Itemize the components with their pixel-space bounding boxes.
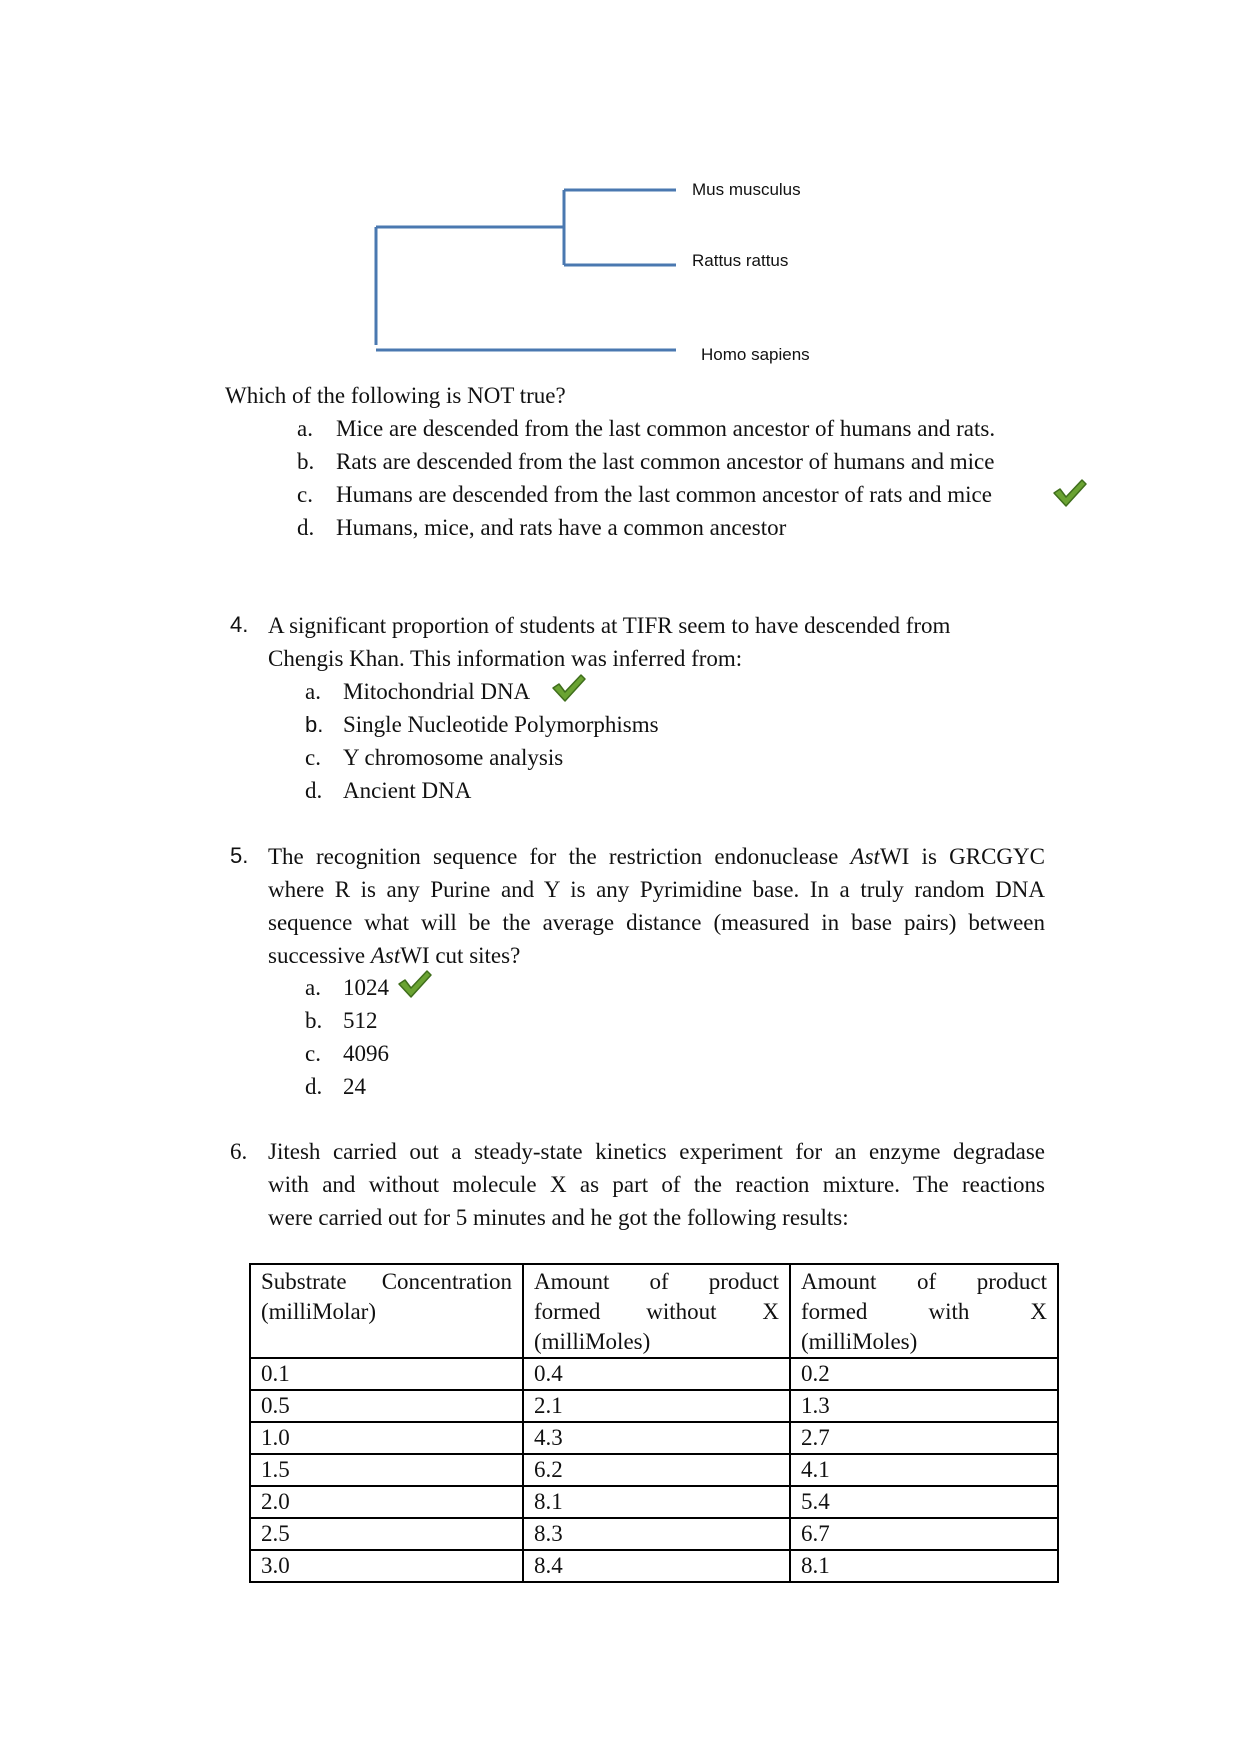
cell-without-x: 2.1 [523,1390,790,1422]
cell-without-x: 4.3 [523,1422,790,1454]
q4-line-1: A significant proportion of students at TIFR seem to have descended from [268,613,951,638]
cell-substrate: 0.5 [250,1390,523,1422]
option-text: Y chromosome analysis [343,745,564,770]
q5-line-3 [268,906,1045,939]
cell-without-x: 8.1 [523,1486,790,1518]
option-text: 24 [343,1074,366,1099]
tree-label-homo: Homo sapiens [701,345,810,364]
option-letter: c. [297,482,313,507]
phylogenetic-tree [360,175,680,360]
option-text: Humans, mice, and rats have a common ancestor [336,515,787,540]
cell-with-x: 5.4 [790,1486,1058,1518]
cell-with-x: 1.3 [790,1390,1058,1422]
kinetics-table [249,1263,1059,1583]
table-row [250,1454,1058,1486]
q5-number: 5. [230,843,249,868]
table-row [250,1550,1058,1582]
option-letter: d. [297,515,315,540]
q5-option-c [305,1037,389,1070]
option-letter: b. [305,712,324,737]
cell-with-x: 0.2 [790,1358,1058,1390]
option-letter: a. [305,975,321,1000]
q5-option-b [305,1004,378,1037]
option-text: Mice are descended from the last common ancestor of humans and rats. [336,416,996,441]
table-row [250,1390,1058,1422]
option-text: Rats are descended from the last common ancestor of humans and mice [336,449,995,474]
q6-text: Jitesh carried out a steady-state kinetics experiment for an enzyme degradase [268,1139,1045,1164]
q4-option-c [305,741,563,774]
enzyme-name-suffix: WI [879,844,910,869]
q5-text: cut sites? [429,943,521,968]
q5-text: successive [268,943,371,968]
enzyme-name-suffix: WI [400,943,430,968]
q5-text: sequence what will be the average distance (measured in base pairs) between [268,910,1045,935]
option-text: Single Nucleotide Polymorphisms [343,712,659,737]
q5-text: where R is any Purine and Y is any Pyrimidine base. In a truly random DNA [268,877,1045,902]
table-row [250,1422,1058,1454]
q6-line-3: were carried out for 5 minutes and he got the following results: [268,1205,849,1230]
checkmark-icon [551,673,587,703]
table-row [250,1518,1058,1550]
option-text: 1024 [343,975,389,1000]
option-letter: a. [297,416,313,441]
header-line: (milliMoles) [801,1329,918,1354]
table-row [250,1486,1058,1518]
q4-option-d [305,774,471,807]
option-text: 512 [343,1008,378,1033]
cell-substrate: 2.0 [250,1486,523,1518]
enzyme-name-italic: Ast [850,844,880,869]
cell-substrate: 3.0 [250,1550,523,1582]
tree-label-rattus: Rattus rattus [692,251,789,270]
q4-line-2: Chengis Khan. This information was inferred from: [268,646,743,671]
header-substrate [250,1264,523,1358]
tree-label-mus: Mus musculus [692,180,801,199]
cell-substrate: 2.5 [250,1518,523,1550]
header-line: Amount of product [534,1269,779,1294]
option-letter: c. [305,1041,321,1066]
header-without-x [523,1264,790,1358]
cell-with-x: 4.1 [790,1454,1058,1486]
q6-number: 6. [230,1139,248,1164]
q3-option-d [297,511,786,544]
option-text: Humans are descended from the last common ancestor of rats and mice [336,482,992,507]
cell-substrate: 1.5 [250,1454,523,1486]
header-line: formed with X [801,1299,1047,1324]
option-letter: d. [305,778,323,803]
option-text: Ancient DNA [343,778,472,803]
q4-number: 4. [230,612,249,637]
cell-with-x: 2.7 [790,1422,1058,1454]
header-line: Amount of product [801,1269,1047,1294]
q5-line-1 [268,840,1045,873]
q4-option-a [305,675,530,708]
q5-option-a [305,971,389,1004]
header-line: Substrate Concentration [261,1269,512,1294]
q5-text: The recognition sequence for the restriction endonuclease [268,844,851,869]
enzyme-name-italic: Ast [370,943,401,968]
table-header-row [250,1264,1058,1358]
q3-option-a [297,412,995,445]
q3-prompt: Which of the following is NOT true? [225,383,566,408]
option-letter: d. [305,1074,323,1099]
checkmark-icon [397,969,433,999]
cell-substrate: 0.1 [250,1358,523,1390]
header-with-x [790,1264,1058,1358]
cell-without-x: 8.4 [523,1550,790,1582]
option-text: Mitochondrial DNA [343,679,531,704]
header-line: (milliMolar) [261,1299,376,1324]
option-letter: a. [305,679,321,704]
q5-option-d [305,1070,366,1103]
cell-without-x: 0.4 [523,1358,790,1390]
option-text: 4096 [343,1041,389,1066]
header-line: formed without X [534,1299,779,1324]
option-letter: b. [297,449,315,474]
q3-option-b [297,445,994,478]
q3-option-c [297,478,992,511]
q6-text: with and without molecule X as part of the reaction mixture. The reactions [268,1172,1045,1197]
checkmark-icon [1052,478,1088,508]
q6-line-1 [268,1135,1045,1168]
q5-text: is GRCGYC [909,844,1045,869]
cell-without-x: 8.3 [523,1518,790,1550]
cell-with-x: 8.1 [790,1550,1058,1582]
option-letter: b. [305,1008,323,1033]
q4-option-b [305,708,659,741]
header-line: (milliMoles) [534,1329,651,1354]
q6-line-2 [268,1168,1045,1201]
q5-line-4 [268,939,520,972]
cell-with-x: 6.7 [790,1518,1058,1550]
q5-line-2 [268,873,1045,906]
option-letter: c. [305,745,321,770]
table-row [250,1358,1058,1390]
cell-without-x: 6.2 [523,1454,790,1486]
cell-substrate: 1.0 [250,1422,523,1454]
